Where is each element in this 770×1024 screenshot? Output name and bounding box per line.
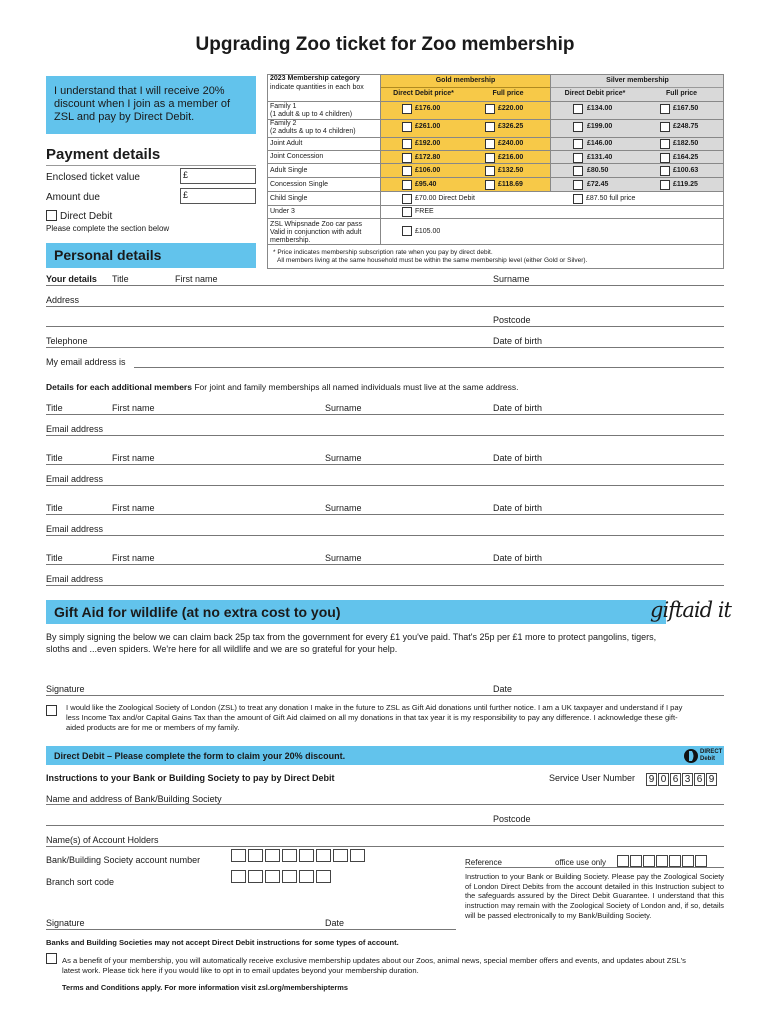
silver-dd-price: £131.40 [587, 154, 613, 161]
gold-dd-price: £192.00 [415, 140, 441, 147]
gold-full-checkbox[interactable] [485, 166, 495, 176]
enclosed-input[interactable] [180, 168, 256, 184]
holders-line[interactable] [46, 846, 724, 847]
silver-dd-price: £199.00 [587, 123, 613, 130]
silver-full-checkbox[interactable] [660, 180, 670, 190]
amount-input[interactable] [180, 188, 256, 204]
personal-heading: Personal details [54, 247, 162, 263]
table-outline [267, 74, 724, 269]
dd-label: Direct Debit [60, 211, 113, 222]
intro-text: I understand that I will receive 20% discount when I join as a member of ZSL and pay by Direct Debit. [54, 85, 231, 123]
row-label: Concession Single [270, 181, 328, 188]
silver-dd-checkbox[interactable] [573, 104, 583, 114]
account-digit-box[interactable] [231, 849, 246, 862]
office-use-boxes [617, 854, 708, 872]
gold-full-checkbox[interactable] [485, 180, 495, 190]
account-number-boxes[interactable] [231, 849, 367, 867]
silver-dd-price: £134.00 [587, 105, 613, 112]
gold-dd-checkbox[interactable] [402, 166, 412, 176]
additional-first-name-label: First name [112, 403, 155, 413]
dd-instruction-text: Instruction to your Bank or Building Society. Please pay the Zoological Society of London Direct Debits from the account detailed in this Instruction subject to the safeguards assured by the Direct Debit Guarantee. I understand that this instruction may remain with the Zoological Society of London and, if so, details will be passed electronically to my Bank/Building Society. [465, 872, 724, 920]
child-gold-checkbox[interactable] [402, 194, 412, 204]
silver-full-price: £167.50 [673, 105, 699, 112]
silver-full-price: £119.25 [673, 181, 698, 188]
silver-full-checkbox[interactable] [660, 104, 670, 114]
account-digit-box[interactable] [282, 849, 297, 862]
row-label: Child Single [270, 195, 308, 202]
additional-heading-row [46, 382, 518, 392]
additional-surname-label: Surname [325, 453, 362, 463]
additional-title-label: Title [46, 503, 63, 513]
office-use-label: office use only [555, 858, 606, 867]
office-digit-box [656, 855, 668, 867]
gold-dd-header: Direct Debit price* [393, 90, 454, 97]
gift-aid-checkbox[interactable] [46, 705, 57, 716]
office-digit-box [643, 855, 655, 867]
your-details-line[interactable] [46, 285, 724, 286]
dd-signature-label: Signature [46, 918, 85, 928]
bank-name-line[interactable] [46, 804, 724, 805]
gift-aid-heading: Gift Aid for wildlife (at no extra cost to you) [54, 604, 341, 620]
terms-text: Terms and Conditions apply. For more information visit zsl.org/membershipterms [62, 983, 348, 992]
silver-full-price: £100.63 [673, 167, 699, 174]
additional-email-label: Email address [46, 574, 104, 584]
silver-full-price: £182.50 [673, 140, 699, 147]
postcode-line[interactable] [46, 326, 724, 327]
dd-date-label: Date [325, 918, 345, 928]
additional-title-label: Title [46, 553, 63, 563]
additional-email-label: Email address [46, 424, 104, 434]
additional-email-line[interactable] [46, 585, 724, 586]
gold-full-price: £118.69 [498, 181, 523, 188]
your-details-label: Your details [46, 274, 97, 284]
dd-banner-text: Direct Debit – Please complete the form to claim your 20% discount. [54, 751, 346, 761]
silver-full-price: £248.75 [673, 123, 699, 130]
payment-heading-rule [46, 165, 256, 166]
gold-full-checkbox[interactable] [485, 122, 495, 132]
email-line[interactable] [134, 367, 724, 368]
account-number-label: Bank/Building Society account number [46, 855, 201, 865]
account-digit-box[interactable] [316, 849, 331, 862]
silver-full-price: £164.25 [673, 154, 699, 161]
additional-name-line[interactable] [46, 464, 724, 465]
gold-dd-price: £172.80 [415, 154, 441, 161]
silver-full-checkbox[interactable] [660, 122, 670, 132]
silver-dd-price: £146.00 [587, 140, 613, 147]
office-digit-box [695, 855, 707, 867]
office-digit-box [630, 855, 642, 867]
holders-label: Name(s) of Account Holders [46, 835, 159, 845]
gold-full-checkbox[interactable] [485, 104, 495, 114]
gift-aid-signature-line[interactable] [46, 695, 724, 696]
additional-email-line[interactable] [46, 535, 724, 536]
additional-surname-label: Surname [325, 403, 362, 413]
sort-digit-box[interactable] [231, 870, 246, 883]
payment-heading: Payment details [46, 146, 161, 163]
dd-note: Please complete the section below [46, 224, 170, 233]
silver-dd-checkbox[interactable] [573, 166, 583, 176]
silver-dd-checkbox[interactable] [573, 180, 583, 190]
under3-checkbox[interactable] [402, 207, 412, 217]
address-label: Address [46, 295, 80, 305]
sort-digit-box[interactable] [299, 870, 314, 883]
silver-full-checkbox[interactable] [660, 139, 670, 149]
gold-dd-checkbox[interactable] [402, 153, 412, 163]
sun-digit: 3 [682, 773, 693, 786]
silver-dd-checkbox[interactable] [573, 153, 583, 163]
additional-dob-label: Date of birth [493, 403, 543, 413]
row-label: Family 1 [270, 103, 297, 110]
child-gold-price: £70.00 Direct Debit [415, 195, 475, 202]
sort-code-boxes[interactable] [231, 870, 333, 888]
silver-dd-price: £72.45 [587, 181, 609, 188]
enclosed-label: Enclosed ticket value [46, 172, 140, 183]
sun-digits [646, 769, 718, 787]
gold-dd-checkbox[interactable] [402, 122, 412, 132]
additional-heading: Details for each additional members [46, 382, 192, 392]
gold-dd-checkbox[interactable] [402, 139, 412, 149]
gift-aid-date-label: Date [493, 684, 513, 694]
child-silver-price: £87.50 full price [586, 195, 636, 202]
gold-full-checkbox[interactable] [485, 153, 495, 163]
account-digit-box[interactable] [299, 849, 314, 862]
sort-digit-box[interactable] [316, 870, 331, 883]
gold-dd-checkbox[interactable] [402, 180, 412, 190]
gold-full-price: £326.25 [498, 123, 524, 130]
account-digit-box[interactable] [265, 849, 280, 862]
row-label: Joint Concession [270, 153, 324, 160]
amount-currency: £ [183, 190, 189, 200]
gold-full-price: £132.50 [498, 167, 524, 174]
gold-full-price: £220.00 [498, 105, 524, 112]
carpass-checkbox[interactable] [402, 226, 412, 236]
row-label: Joint Adult [270, 140, 303, 147]
row-label: Adult Single [270, 167, 308, 174]
silver-dd-checkbox[interactable] [573, 122, 583, 132]
row-label: ZSL Whipsnade Zoo car pass Valid in conjunction with adult membership. [270, 221, 362, 244]
row-label: Under 3 [270, 208, 295, 215]
title-label: Title [112, 274, 129, 284]
category-header: 2023 Membership category [270, 75, 360, 82]
email-label: My email address is [46, 357, 126, 367]
child-silver-checkbox[interactable] [573, 194, 583, 204]
gold-dd-checkbox[interactable] [402, 104, 412, 114]
dob-label: Date of birth [493, 336, 543, 346]
gold-full-checkbox[interactable] [485, 139, 495, 149]
gift-aid-signature-label: Signature [46, 684, 85, 694]
category-sub: indicate quantities in each box [270, 84, 364, 91]
gold-full-price: £216.00 [498, 154, 524, 161]
gold-full-price: £240.00 [498, 140, 524, 147]
optin-checkbox[interactable] [46, 953, 57, 964]
bank-postcode-label: Postcode [493, 814, 531, 824]
additional-dob-label: Date of birth [493, 503, 543, 513]
gold-dd-price: £106.00 [415, 167, 441, 174]
account-digit-box[interactable] [333, 849, 348, 862]
additional-first-name-label: First name [112, 553, 155, 563]
sun-digit: 6 [694, 773, 705, 786]
office-digit-box [617, 855, 629, 867]
dd-logo-text: DIRECT Debit [700, 749, 723, 762]
additional-email-line[interactable] [46, 435, 724, 436]
additional-name-line[interactable] [46, 564, 724, 565]
row-sub: (2 adults & up to 4 children) [270, 128, 356, 135]
additional-title-label: Title [46, 403, 63, 413]
additional-dob-label: Date of birth [493, 553, 543, 563]
amount-label: Amount due [46, 192, 100, 203]
gift-aid-logo: giftaid it [650, 598, 731, 622]
dd-checkbox[interactable] [46, 210, 57, 221]
row-label: Family 2 [270, 120, 297, 127]
gift-aid-body: By simply signing the below we can claim back 25p tax from the government for every £1 you've paid. That's 25p per £1 more to protect pangolins, tigers, sloths and ...even spiders. We're here for all wildlife and we are so grateful for your help. [46, 632, 657, 654]
optin-text: As a benefit of your membership, you will automatically receive exclusive membership updates about our Zoos, animal news, special member offers and events, and updates about ZSL's latest work. Please tick here if you would like to opt in to email updates beyond your membership duration. [62, 956, 686, 975]
carpass-value: £105.00 [415, 228, 441, 235]
gold-full-header: Full price [492, 90, 524, 97]
additional-note: For joint and family memberships all named individuals must live at the same address. [194, 382, 519, 392]
account-digit-box[interactable] [248, 849, 263, 862]
additional-name-line[interactable] [46, 414, 724, 415]
table-note-1: * Price indicates membership subscription rate when you pay by direct debit. [273, 249, 493, 256]
additional-surname-label: Surname [325, 553, 362, 563]
gold-dd-price: £95.40 [415, 181, 437, 188]
sun-digit: 0 [658, 773, 669, 786]
sun-digit: 9 [646, 773, 657, 786]
additional-surname-label: Surname [325, 503, 362, 513]
gold-dd-price: £176.00 [415, 105, 441, 112]
address-line[interactable] [46, 306, 724, 307]
reference-line[interactable] [465, 867, 724, 868]
account-digit-box[interactable] [350, 849, 365, 862]
row-sub: (1 adult & up to 4 children) [270, 111, 353, 118]
telephone-label: Telephone [46, 336, 88, 346]
sun-digit: 9 [706, 773, 717, 786]
additional-name-line[interactable] [46, 514, 724, 515]
membership-table [267, 74, 724, 269]
additional-email-label: Email address [46, 524, 104, 534]
bank-postcode-line[interactable] [46, 825, 724, 826]
under3-value: FREE [415, 208, 434, 215]
sort-digit-box[interactable] [248, 870, 263, 883]
additional-first-name-label: First name [112, 503, 155, 513]
silver-full-checkbox[interactable] [660, 153, 670, 163]
sun-label: Service User Number [549, 773, 636, 783]
sort-digit-box[interactable] [265, 870, 280, 883]
telephone-line[interactable] [46, 347, 724, 348]
silver-dd-header: Direct Debit price* [564, 90, 626, 97]
additional-dob-label: Date of birth [493, 453, 543, 463]
postcode-label: Postcode [493, 315, 531, 325]
bank-name-label: Name and address of Bank/Building Society [46, 794, 222, 804]
silver-full-checkbox[interactable] [660, 166, 670, 176]
gold-dd-price: £261.00 [415, 123, 441, 130]
dd-signature-line[interactable] [46, 929, 456, 930]
office-digit-box [682, 855, 694, 867]
silver-header: Silver membership [606, 77, 669, 84]
gift-aid-declaration: I would like the Zoological Society of London (ZSL) to treat any donation I make in the future to ZSL as Gift Aid donations until further notice. I am a UK taxpayer and understand if I pay less Income Tax and/or Capital Gains Tax than the amount of Gift Aid claimed on all my donations in that tax year it is my responsibility to pay any difference. I acknowledge these gift-aided products are for me or members of my family. [66, 703, 683, 732]
enclosed-currency: £ [183, 170, 189, 180]
banks-note: Banks and Building Societies may not accept Direct Debit instructions for some types of account. [46, 938, 399, 947]
page-title: Upgrading Zoo ticket for Zoo membership [195, 34, 575, 55]
additional-email-label: Email address [46, 474, 104, 484]
table-note-2: All members living at the same household must be within the same membership level (either Gold or Silver). [277, 257, 588, 264]
silver-full-header: Full price [665, 90, 698, 97]
office-digit-box [669, 855, 681, 867]
reference-label: Reference [465, 858, 502, 867]
sun-digit: 6 [670, 773, 681, 786]
sort-code-label: Branch sort code [46, 877, 115, 887]
silver-dd-checkbox[interactable] [573, 139, 583, 149]
additional-email-line[interactable] [46, 485, 724, 486]
surname-label: Surname [493, 274, 530, 284]
sort-digit-box[interactable] [282, 870, 297, 883]
additional-title-label: Title [46, 453, 63, 463]
first-name-label: First name [175, 274, 218, 284]
gold-header: Gold membership [435, 77, 496, 84]
silver-dd-price: £80.50 [587, 167, 609, 174]
additional-first-name-label: First name [112, 453, 155, 463]
dd-instructions: Instructions to your Bank or Building Society to pay by Direct Debit [46, 773, 335, 783]
